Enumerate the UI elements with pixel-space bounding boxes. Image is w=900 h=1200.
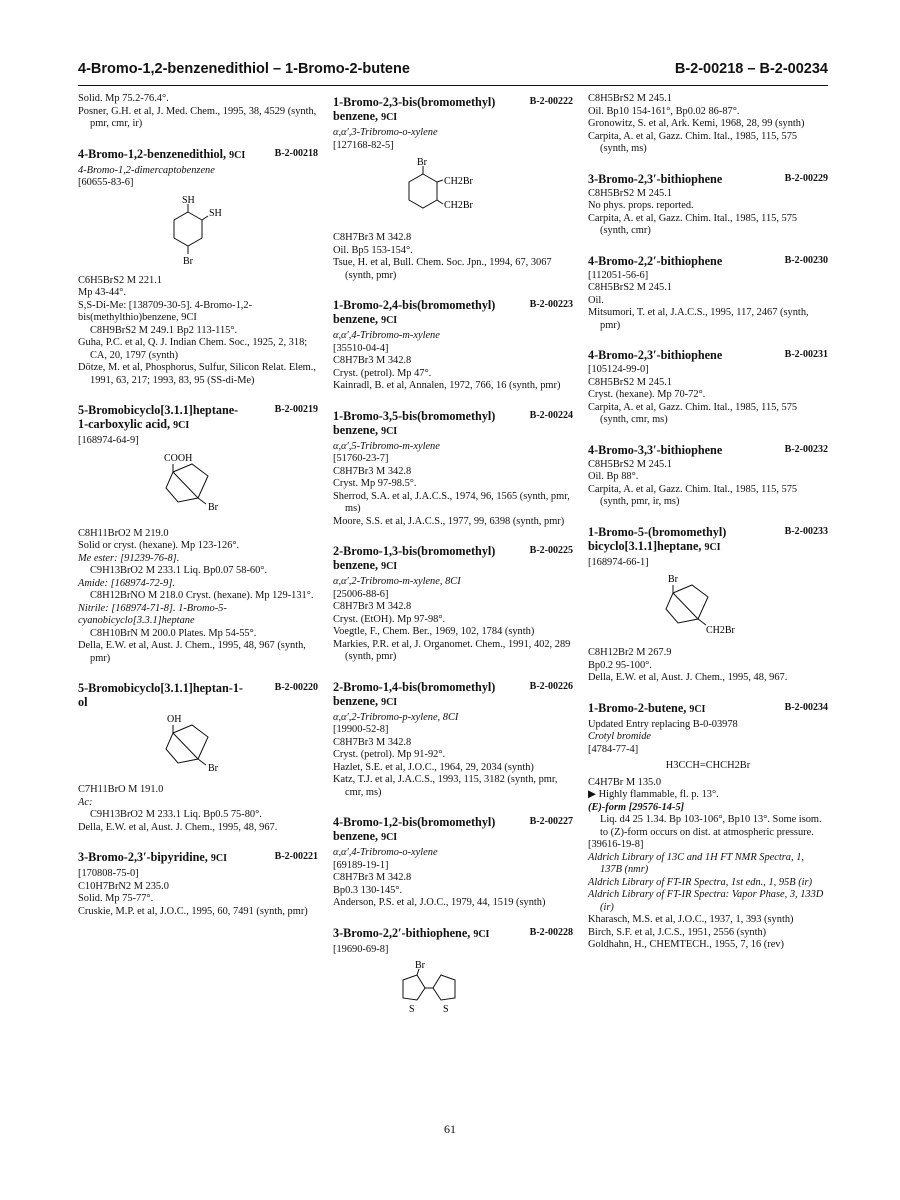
entry-id: B-2-00233 (784, 525, 828, 537)
reference: Della, E.W. et al, Aust. J. Chem., 1995, 48, 967. (588, 672, 788, 683)
entry-title (333, 680, 573, 710)
property: Cryst. (EtOH). Mp 97-98°. (333, 613, 446, 625)
entry-title (588, 172, 828, 186)
reference: Della, E.W. et al, Aust. J. Chem., 1995, 48, 967. (78, 821, 278, 833)
reference: Aldrich Library of 13C and 1H FT NMR Spectra, 1, 137B (nmr) (588, 851, 804, 875)
formula: C8H7Br3 M 342.8 (333, 355, 412, 366)
formula: C8H7Br3 M 342.8 (333, 736, 412, 748)
formula: C8H7Br3 M 342.8 (333, 872, 412, 883)
entry-text: Solid. Mp 75.2-76.4°. (78, 93, 169, 104)
reference: Anderson, P.S. et al, J.O.C., 1979, 44, 1519 (synth) (333, 897, 546, 908)
cas-number: [127168-82-5] (333, 139, 394, 151)
formula: C4H7Br M 135.0 (588, 776, 662, 788)
entry-id: B-2-00218 (274, 147, 318, 159)
formula: C8H11BrO2 M 219.0 (78, 527, 169, 539)
derivative-data: C9H13BrO2 M 233.1 Liq. Bp0.5 75-80°. (90, 809, 262, 820)
reference: Guha, P.C. et al, Q. J. Indian Chem. Soc., 1925, 2, 318; CA, 20, 1797 (synth) (78, 337, 308, 361)
reference: Birch, S.F. et al, J.C.S., 1951, 2556 (synth) (588, 926, 767, 938)
entry-title-text: 3-Bromo-2,3′-bithiophene (588, 171, 723, 186)
synonym: α,α′,4-Tribromo-o-xylene (333, 847, 438, 858)
entry-id: B-2-00227 (529, 816, 573, 827)
reference: Carpita, A. et al, Gazz. Chim. Ital., 1985, 115, 575 (synth, pmr, ir, ms) (588, 483, 798, 507)
reference: Markies, P.R. et al, J. Organomet. Chem., 1991, 402, 289 (synth, pmr) (333, 638, 571, 662)
derivative-data: C8H9BrS2 M 249.1 Bp2 113-115°. (90, 324, 238, 336)
entry-id: B-2-00223 (529, 299, 573, 310)
structure-diagram (333, 156, 573, 226)
ci-tag: 9CI (381, 112, 398, 123)
entry-title-text: 3-Bromo-2,3′-bipyridine, (78, 850, 208, 864)
property: Oil. Bp5 153-154°. (333, 244, 413, 256)
formula: C8H7Br3 M 342.8 (333, 601, 412, 612)
struct-label: CH2Br (706, 625, 735, 636)
entry-title-text: 4-Bromo-2,3′-bithiophene (588, 348, 723, 362)
reference: Aldrich Library of FT-IR Spectra: Vapor Phase, 3, 133D (ir) (588, 889, 824, 913)
entry-title (333, 926, 573, 942)
reference: Mitsumori, T. et al, J.A.C.S., 1995, 117, 2467 (synth, pmr) (588, 307, 809, 331)
entry-id: B-2-00232 (784, 443, 828, 455)
struct-label: Br (208, 501, 218, 513)
entry-title (588, 701, 828, 717)
derivative-data: C9H13BrO2 M 233.1 Liq. Bp0.07 58-60°. (90, 565, 268, 576)
entry-id: B-2-00221 (274, 851, 318, 862)
reference: Hazlet, S.E. et al, J.O.C., 1964, 29, 2034 (synth) (333, 761, 534, 773)
stereo-form-data: Liq. d4 25 1.34. Bp 103-106°, Bp10 13°. Some isom. to (Z)-form occurs on dist. at atmospheric pressure. (600, 814, 822, 838)
entry-title (78, 850, 318, 866)
ci-tag: 9CI (173, 420, 190, 431)
entry-title-text: 1-Bromo-2-butene, (588, 700, 687, 715)
ci-tag: 9CI (381, 425, 398, 437)
entry-title-text: 4-Bromo-3,3′-bithiophene (588, 442, 723, 457)
running-header (78, 61, 828, 85)
cas-number: [60655-83-6] (78, 177, 134, 188)
entry-id: B-2-00219 (274, 404, 318, 415)
ci-tag: 9CI (381, 561, 398, 572)
entry-title-text: 2-Bromo-1,3-bis(bromomethyl) benzene, (333, 544, 496, 572)
cas-number: [112051-56-6] (588, 269, 649, 281)
entry-id: B-2-00222 (529, 96, 573, 107)
synonym: α,α′,3-Tribromo-o-xylene (333, 127, 438, 138)
property: Oil. (588, 294, 604, 306)
property: Solid or cryst. (hexane). Mp 123-126°. (78, 540, 240, 551)
entry-title-text: 1-Bromo-5-(bromomethyl) bicyclo[3.1.1]heptane, (588, 524, 727, 553)
reference: Dötze, M. et al, Phosphorus, Sulfur, Silicon Relat. Elem., 1991, 63, 217; 1993, 83, 95 (SS-di-Me) (78, 362, 316, 386)
hazard-note: ▶ Highly flammable, fl. p. 13°. (588, 789, 719, 800)
synonym: Crotyl bromide (588, 731, 652, 742)
formula: C8H5BrS2 M 245.1 (588, 187, 673, 199)
column-1 (78, 93, 318, 918)
entry-title (78, 403, 318, 433)
derivative: Me ester: [91239-76-8]. (78, 552, 180, 564)
entry-id: B-2-00230 (784, 254, 828, 266)
property: Bp0.2 95-100°. (588, 659, 652, 671)
entry-title-text: 4-Bromo-1,2-benzenedithiol, (78, 146, 227, 161)
formula: C7H11BrO M 191.0 (78, 784, 164, 795)
reference: Kainradl, B. et al, Annalen, 1972, 766, 16 (synth, pmr) (333, 380, 561, 391)
derivative: Amide: [168974-72-9]. (78, 577, 175, 589)
property: Cryst. Mp 97-98.5°. (333, 478, 417, 489)
ci-tag: 9CI (473, 928, 490, 940)
entry-title (333, 95, 573, 125)
struct-label: S (443, 1004, 449, 1015)
cas-number: [168974-64-9] (78, 435, 139, 446)
entry-id: B-2-00226 (529, 680, 573, 692)
formula: C8H7Br3 M 342.8 (333, 465, 412, 477)
cas-number: [4784-77-4] (588, 743, 639, 755)
cas-number: [25006-88-6] (333, 588, 389, 600)
reference: Aldrich Library of FT-IR Spectra, 1st edn., 1, 95B (ir) (588, 876, 813, 888)
column-3 (588, 93, 828, 952)
formula: C8H5BrS2 M 245.1 (588, 93, 673, 104)
entry-title-text: 1-Bromo-2,4-bis(bromomethyl) benzene, (333, 298, 496, 326)
derivative: S,S-Di-Me: [138709-30-5]. 4-Bromo-1,2-bis(methylthio)benzene, 9CI (78, 299, 253, 323)
formula: C8H5BrS2 M 245.1 (588, 282, 673, 293)
formula: C10H7BrN2 M 235.0 (78, 880, 169, 892)
reference: Posner, G.H. et al, J. Med. Chem., 1995, 38, 4529 (synth, pmr, cmr, ir) (78, 105, 317, 129)
struct-label: S (409, 1004, 415, 1015)
ci-tag: 9CI (229, 149, 246, 161)
structure-diagram (78, 452, 318, 522)
reference: Katz, T.J. et al, J.A.C.S., 1993, 115, 3182 (synth, pmr, cmr, ms) (333, 774, 558, 798)
cas-number: [19690-69-8] (333, 943, 389, 955)
struct-label: CH2Br (444, 176, 473, 187)
stereo-form: (E)-form [29576-14-5] (588, 801, 685, 813)
property: Mp 43-44°. (78, 287, 127, 298)
reference: Gronowitz, S. et al, Ark. Kemi, 1968, 28, 99 (synth) (588, 118, 805, 129)
reference: Carpita, A. et al, Gazz. Chim. Ital., 1985, 115, 575 (synth, cmr, ms) (588, 401, 798, 425)
structure-text: H3CCH=CHCH2Br (665, 760, 751, 771)
reference: Carpita, A. et al, Gazz. Chim. Ital., 1985, 115, 575 (synth, ms) (588, 130, 798, 154)
struct-label: COOH (164, 452, 193, 464)
entry-id: B-2-00234 (784, 701, 828, 713)
entry-title-text: 5-Bromobicyclo[3.1.1]heptane-1-carboxylic acid, (78, 403, 239, 431)
structure-diagram (588, 573, 828, 641)
synonym: α,α′,4-Tribromo-m-xylene (333, 330, 440, 341)
reference: Della, E.W. et al, Aust. J. Chem., 1995, 48, 967 (synth, pmr) (78, 640, 306, 664)
cas-number: [105124-99-0] (588, 364, 649, 375)
cas-number: [51760-23-7] (333, 453, 389, 464)
struct-label: Br (415, 960, 425, 971)
page-number: 61 (444, 1122, 456, 1136)
cas-number: [170808-75-0] (78, 868, 139, 879)
column-2 (333, 93, 573, 1024)
reference: Moore, S.S. et al, J.A.C.S., 1977, 99, 6398 (synth, pmr) (333, 515, 565, 527)
entry-id: B-2-00225 (529, 545, 573, 556)
entry-id: B-2-00229 (784, 172, 828, 184)
ci-tag: 9CI (381, 832, 398, 843)
ci-tag: 9CI (704, 541, 721, 553)
cas-number: [69189-19-1] (333, 859, 389, 871)
ci-tag: 9CI (381, 696, 398, 708)
derivative-data: C8H10BrN M 200.0 Plates. Mp 54-55°. (90, 627, 257, 639)
struct-label: SH (182, 194, 195, 206)
cas-number: [39616-19-8] (588, 839, 644, 850)
property: Cryst. (petrol). Mp 47°. (333, 367, 432, 379)
entry-title (333, 298, 573, 328)
property: No phys. props. reported. (588, 200, 694, 211)
reference: Tsue, H. et al, Bull. Chem. Soc. Jpn., 1994, 67, 3067 (synth, pmr) (333, 257, 552, 281)
entry-title-text: 4-Bromo-1,2-bis(bromomethyl) benzene, (333, 815, 496, 843)
synonym: α,α′,2-Tribromo-m-xylene, 8CI (333, 576, 461, 587)
derivative: Nitrile: [168974-71-8]. 1-Bromo-5-cyanobicyclo[3.3.1]heptane (78, 602, 227, 626)
update-note: Updated Entry replacing B-0-03978 (588, 718, 738, 730)
entry-title-text: 1-Bromo-2,3-bis(bromomethyl) benzene, (333, 95, 496, 123)
reference: Carpita, A. et al, Gazz. Chim. Ital., 1985, 115, 575 (synth, cmr) (588, 212, 798, 236)
entry-title (588, 254, 828, 268)
entry-title-text: 3-Bromo-2,2′-bithiophene, (333, 925, 471, 940)
entry-title-text: 2-Bromo-1,4-bis(bromomethyl) benzene, (333, 679, 496, 708)
entry-title (588, 348, 828, 362)
struct-label: Br (208, 763, 218, 774)
reference: Kharasch, M.S. et al, J.O.C., 1937, 1, 393 (synth) (588, 914, 794, 925)
reference: Cruskie, M.P. et al, J.O.C., 1995, 60, 7491 (synth, pmr) (78, 905, 308, 917)
struct-label: Br (417, 157, 427, 168)
struct-label: Br (668, 574, 678, 585)
reference: Sherrod, S.A. et al, J.A.C.S., 1974, 96, 1565 (synth, pmr, ms) (333, 490, 570, 514)
header-left: 4-Bromo-1,2-benzenedithiol – 1-Bromo-2-butene (78, 61, 410, 77)
reference: Goldhahn, H., CHEMTECH., 1955, 7, 16 (rev) (588, 939, 784, 950)
formula: C8H5BrS2 M 245.1 (588, 458, 673, 470)
formula: C8H7Br3 M 342.8 (333, 232, 412, 243)
header-right: B-2-00218 – B-2-00234 (674, 61, 828, 77)
ci-tag: 9CI (210, 853, 227, 864)
structure-diagram (78, 194, 318, 269)
entry-title (333, 409, 573, 439)
struct-label: Br (183, 255, 193, 267)
entry-id: B-2-00231 (784, 349, 828, 360)
property: Cryst. (hexane). Mp 70-72°. (588, 389, 706, 400)
entry-title (78, 147, 318, 163)
struct-label: OH (167, 714, 182, 725)
entry-id: B-2-00224 (529, 409, 573, 421)
synonym: α,α′,5-Tribromo-m-xylene (333, 440, 440, 452)
property: Oil. Bp10 154-161°, Bp0.02 86-87°. (588, 105, 740, 117)
reference: Voegtle, F., Chem. Ber., 1969, 102, 1784 (synth) (333, 626, 535, 637)
ci-tag: 9CI (689, 703, 706, 715)
entry-id: B-2-00228 (529, 926, 573, 938)
property: Solid. Mp 75-77°. (78, 893, 154, 904)
entry-title (588, 443, 828, 457)
struct-label: CH2Br (444, 200, 473, 211)
derivative-data: C8H12BrNO M 218.0 Cryst. (hexane). Mp 129-131°. (90, 590, 314, 601)
entry-title-text: 1-Bromo-3,5-bis(bromomethyl) benzene, (333, 408, 496, 437)
structure-diagram (78, 713, 318, 778)
property: Oil. Bp 88°. (588, 471, 639, 482)
entry-id: B-2-00220 (274, 682, 318, 693)
cas-number: [35510-04-4] (333, 342, 389, 354)
formula: C6H5BrS2 M 221.1 (78, 274, 163, 286)
cas-number: [19900-52-8] (333, 724, 389, 735)
structure-diagram (333, 960, 573, 1018)
entry-title (333, 815, 573, 845)
entry-title (588, 525, 828, 555)
synonym: α,α′,2-Tribromo-p-xylene, 8CI (333, 711, 459, 723)
property: Bp0.3 130-145°. (333, 884, 403, 896)
formula: C8H12Br2 M 267.9 (588, 647, 672, 658)
synonym: 4-Bromo-1,2-dimercaptobenzene (78, 164, 215, 176)
entry-title (78, 681, 318, 709)
struct-label: SH (209, 207, 222, 219)
entry-title (333, 544, 573, 574)
formula: C8H5BrS2 M 245.1 (588, 376, 673, 388)
cas-number: [168974-66-1] (588, 556, 649, 568)
ci-tag: 9CI (381, 315, 398, 326)
derivative: Ac: (78, 796, 93, 808)
entry-title-text: 5-Bromobicyclo[3.1.1]heptan-1-ol (78, 681, 243, 709)
header-rule (78, 85, 828, 86)
entry-title-text: 4-Bromo-2,2′-bithiophene (588, 253, 723, 268)
property: Cryst. (petrol). Mp 91-92°. (333, 749, 446, 760)
